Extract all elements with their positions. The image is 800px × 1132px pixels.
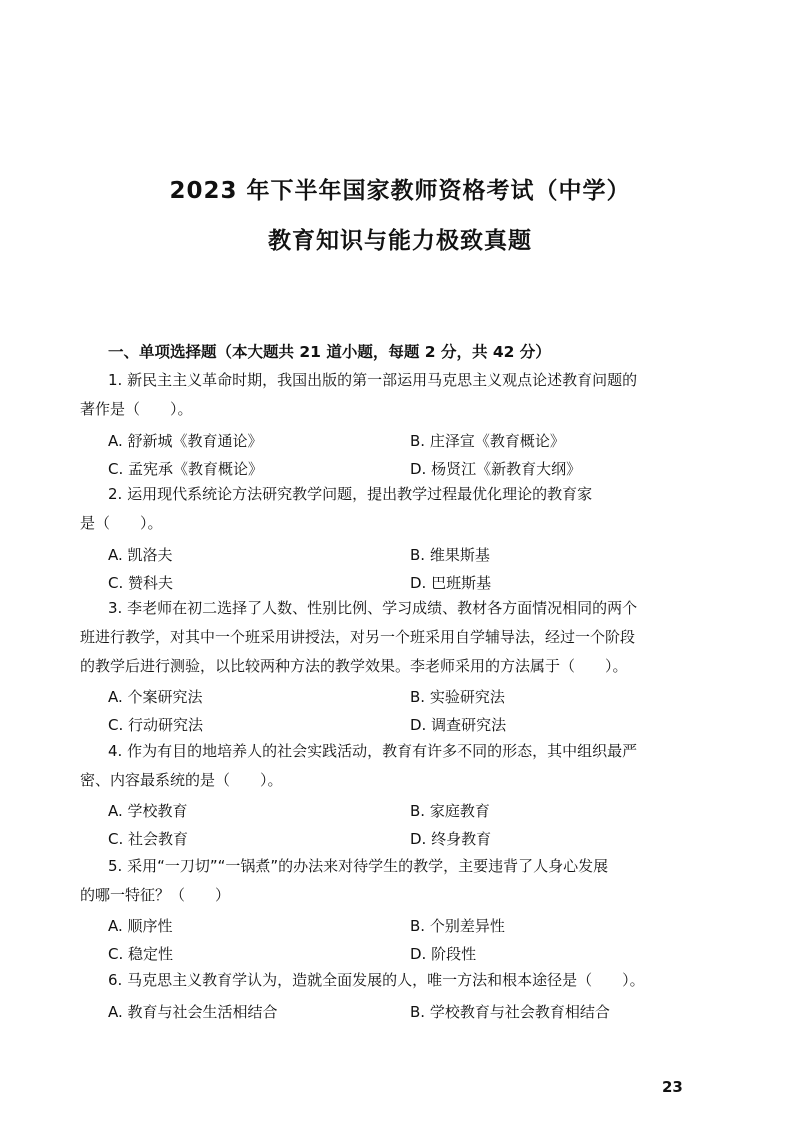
option: C. 行动研究法 [108, 716, 204, 734]
option: C. 赞科夫 [108, 574, 174, 592]
option: D. 终身教育 [410, 830, 492, 848]
option: D. 阶段性 [410, 945, 477, 963]
option: A. 舒新城《教育通论》 [108, 432, 263, 450]
question-text: 的教学后进行测验，以比较两种方法的教学效果。李老师采用的方法属于（ ）。 [80, 657, 628, 675]
option: B. 个别差异性 [410, 917, 505, 935]
question-6 [80, 966, 700, 995]
option: D. 杨贤江《新教育大纲》 [410, 460, 582, 478]
question-text: 是（ ）。 [80, 514, 163, 532]
question-text: 密、内容最系统的是（ ）。 [80, 771, 283, 789]
option: A. 凯洛夫 [108, 546, 173, 564]
exam-subtitle: 教育知识与能力极致真题 [268, 228, 532, 254]
question-text: 2. 运用现代系统论方法研究教学问题，提出教学过程最优化理论的教育家 [108, 485, 593, 503]
question-text: 5. 采用“一刀切”“一锅煮”的办法来对待学生的教学，主要违背了人身心发展 [108, 857, 609, 875]
option: A. 学校教育 [108, 802, 188, 820]
option: D. 调查研究法 [410, 716, 507, 734]
question-4 [80, 737, 700, 795]
option: B. 实验研究法 [410, 688, 505, 706]
option: C. 孟宪承《教育概论》 [108, 460, 264, 478]
question-text: 1. 新民主主义革命时期，我国出版的第一部运用马克思主义观点论述教育问题的 [108, 371, 638, 389]
question-text: 的哪一特征？（ ） [80, 886, 231, 904]
question-2 [80, 480, 700, 538]
question-5 [80, 852, 700, 910]
option: D. 巴班斯基 [410, 574, 492, 592]
question-text: 6. 马克思主义教育学认为，造就全面发展的人，唯一方法和根本途径是（ ）。 [108, 971, 645, 989]
exam-title: 2023 年下半年国家教师资格考试（中学） [169, 178, 631, 204]
question-text: 班进行教学，对其中一个班采用讲授法，对另一个班采用自学辅导法，经过一个阶段 [80, 628, 636, 646]
option: B. 维果斯基 [410, 546, 490, 564]
option: A. 顺序性 [108, 917, 173, 935]
option: B. 学校教育与社会教育相结合 [410, 1003, 610, 1021]
option: B. 庄泽宣《教育概论》 [410, 432, 565, 450]
question-1 [80, 366, 700, 424]
question-text: 著作是（ ）。 [80, 400, 193, 418]
page-number: 23 [662, 1078, 683, 1096]
section-heading: 一、单项选择题（本大题共 21 道小题，每题 2 分，共 42 分） [108, 343, 551, 361]
question-text: 3. 李老师在初二选择了人数、性别比例、学习成绩、教材各方面情况相同的两个 [108, 599, 638, 617]
option: C. 稳定性 [108, 945, 174, 963]
option: A. 教育与社会生活相结合 [108, 1003, 278, 1021]
option: B. 家庭教育 [410, 802, 490, 820]
option: C. 社会教育 [108, 830, 189, 848]
option: A. 个案研究法 [108, 688, 203, 706]
question-text: 4. 作为有目的地培养人的社会实践活动，教育有许多不同的形态，其中组织最严 [108, 742, 638, 760]
question-3 [80, 594, 700, 681]
